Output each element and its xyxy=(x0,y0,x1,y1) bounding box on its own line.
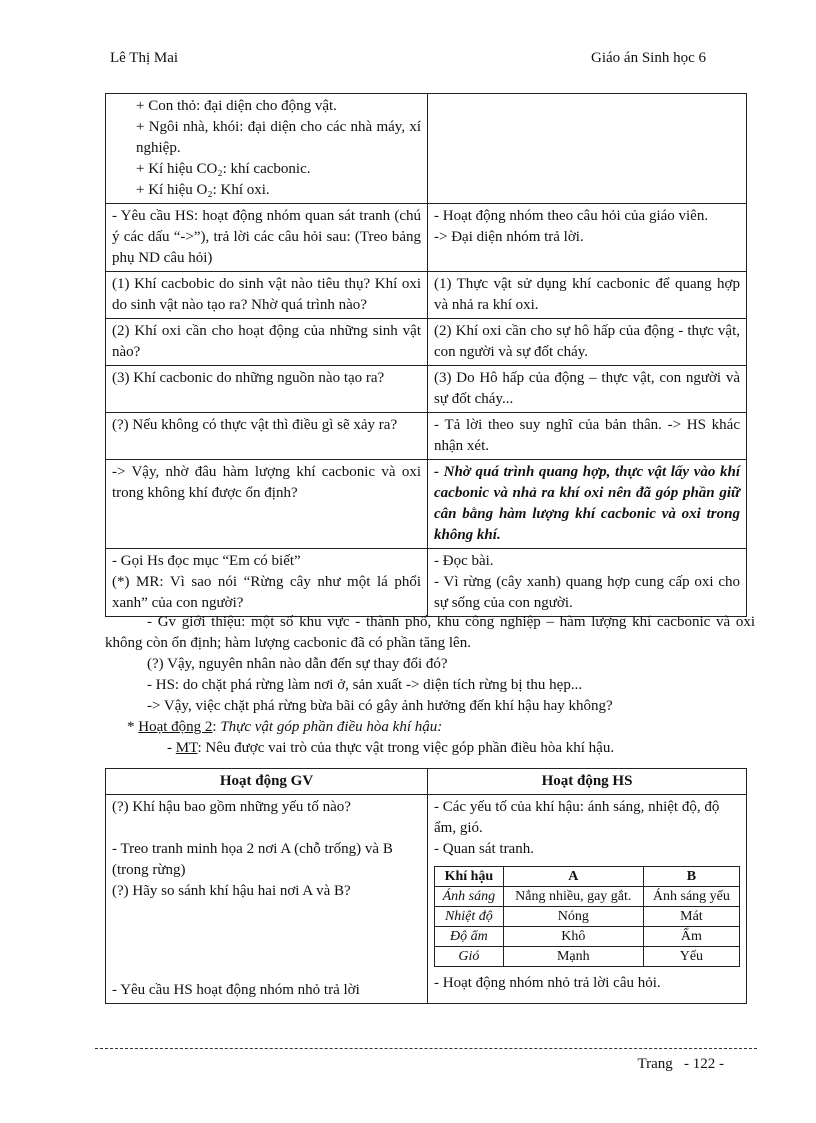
table1-row xyxy=(106,366,747,413)
climate-cell: Mạnh xyxy=(503,947,643,967)
gv-cell xyxy=(106,204,428,272)
table1-row xyxy=(106,549,747,617)
gv-line: -> Vậy, nhờ đâu hàm lượng khí cacbonic và oxi trong không khí được ổn định? xyxy=(112,464,421,501)
question-climate: -> Vậy, việc chặt phá rừng bừa bãi có gây ảnh hưởng đến khí hậu hay không? xyxy=(147,698,613,714)
objective-label: MT xyxy=(175,740,198,756)
gv-line: + Con thỏ: đại diện cho động vật. xyxy=(136,98,337,114)
hs-line: -> Đại diện nhóm trả lời. xyxy=(434,229,584,245)
hs-line: - Đọc bài. xyxy=(434,553,494,569)
gv-line: (*) MR: Vì sao nói “Rừng cây như một lá phổi xanh” của con người? xyxy=(112,574,421,611)
climate-cell: Ẩm xyxy=(643,927,739,947)
hs-cell xyxy=(428,460,747,549)
table1-row xyxy=(106,413,747,460)
gv-line: - Treo tranh minh họa 2 nơi A (chỗ trống) và B (trong rừng) xyxy=(112,841,393,878)
gv-cell xyxy=(106,460,428,549)
climate-cell: Yếu xyxy=(643,947,739,967)
hs-line: (1) Thực vật sử dụng khí cacbonic để quang hợp và nhả ra khí oxi. xyxy=(434,276,740,313)
climate-header-row xyxy=(435,867,740,887)
gv-line: (?) Hãy so sánh khí hậu hai nơi A và B? xyxy=(112,883,351,899)
gv-line: + Ngôi nhà, khói: đại diện cho các nhà máy, xí nghiệp. xyxy=(136,119,421,156)
hs-cell xyxy=(428,204,747,272)
question-cause: (?) Vậy, nguyên nhân nào dẫn đến sự thay đổi đó? xyxy=(147,656,448,672)
gv-cell xyxy=(106,94,428,204)
hs-line: (2) Khí oxi cần cho sự hô hấp của động - thực vật, con người và sự đốt cháy. xyxy=(434,323,740,360)
hs-line: - Hoạt động nhóm theo câu hỏi của giáo viên. xyxy=(434,208,709,224)
hs-line: (3) Do Hô hấp của động – thực vật, con người và sự đốt cháy... xyxy=(434,370,740,407)
gv-cell xyxy=(106,413,428,460)
gv-line: (1) Khí cacbobic do sinh vật nào tiêu thụ? Khí oxi do sinh vật nào tạo ra? Nhờ quá trình nào? xyxy=(112,276,421,313)
hs-cell xyxy=(428,795,747,1004)
climate-header-cell: Khí hậu xyxy=(435,867,504,887)
activity-colon: : xyxy=(212,719,221,735)
gv-cell xyxy=(106,366,428,413)
hs-cell xyxy=(428,94,747,204)
spacer xyxy=(112,902,421,980)
table1-row xyxy=(106,94,747,204)
gv-line: - Gọi Hs đọc mục “Em có biết” xyxy=(112,553,301,569)
footer-label: Trang xyxy=(637,1056,673,1072)
gv-line: + Kí hiệu CO₂: khí cacbonic. xyxy=(136,161,311,177)
gv-line: - Yêu cầu HS: hoạt động nhóm quan sát tranh (chú ý các dấu “->”), trả lời các câu hỏi sau: (Treo bảng phụ ND câu hỏi) xyxy=(112,208,421,266)
climate-header-cell: B xyxy=(643,867,739,887)
header-gv: Hoạt động GV xyxy=(106,769,428,795)
header-author: Lê Thị Mai xyxy=(110,50,179,66)
gv-line: - Yêu cầu HS hoạt động nhóm nhỏ trả lời xyxy=(112,982,360,998)
climate-row xyxy=(435,947,740,967)
climate-row xyxy=(435,887,740,907)
objective-text: : Nêu được vai trò của thực vật trong việc góp phần điều hòa khí hậu. xyxy=(197,740,615,756)
objective-line xyxy=(105,738,755,759)
climate-row xyxy=(435,907,740,927)
climate-cell: Ánh sáng yếu xyxy=(643,887,739,907)
hs-cell xyxy=(428,366,747,413)
table1-row xyxy=(106,272,747,319)
table2-header-row xyxy=(106,769,747,795)
gv-line: (?) Khí hậu bao gồm những yếu tố nào? xyxy=(112,799,351,815)
climate-table xyxy=(434,866,740,967)
climate-cell: Độ ẩm xyxy=(435,927,504,947)
gv-line: (2) Khí oxi cần cho hoạt động của những sinh vật nào? xyxy=(112,323,421,360)
climate-cell: Nắng nhiều, gay gắt. xyxy=(503,887,643,907)
activity-table-2 xyxy=(105,768,747,1004)
page-footer xyxy=(637,1056,724,1073)
table2-row xyxy=(106,795,747,1004)
climate-cell: Nhiệt độ xyxy=(435,907,504,927)
hs-line: - Các yếu tố của khí hậu: ánh sáng, nhiệt độ, độ ẩm, gió. xyxy=(434,799,720,836)
hs-line: - Vì rừng (cây xanh) quang hợp cung cấp oxi cho sự sống của con người. xyxy=(434,574,740,611)
hs-cell xyxy=(428,319,747,366)
table1-row xyxy=(106,319,747,366)
hs-cell xyxy=(428,272,747,319)
gv-cell xyxy=(106,795,428,1004)
activity-title: Thực vật góp phần điều hòa khí hậu: xyxy=(220,719,443,735)
gv-cell xyxy=(106,319,428,366)
activity-bullet: * xyxy=(127,719,139,735)
climate-cell: Mát xyxy=(643,907,739,927)
table1-row xyxy=(106,204,747,272)
climate-row xyxy=(435,927,740,947)
student-answer: - HS: do chặt phá rừng làm nơi ở, sản xuất -> diện tích rừng bị thu hẹp... xyxy=(147,677,583,693)
hs-line: - Hoạt động nhóm nhỏ trả lời câu hỏi. xyxy=(434,975,661,991)
hs-conclusion: - Nhờ quá trình quang hợp, thực vật lấy vào khí cacbonic và nhả ra khí oxi nên đã góp phần giữ cân bằng hàm lượng khí cacbonic và oxi trong không khí. xyxy=(434,464,740,543)
page-number: - 122 - xyxy=(684,1056,724,1072)
table1-row xyxy=(106,460,747,549)
middle-section xyxy=(105,612,755,759)
climate-cell: Gió xyxy=(435,947,504,967)
climate-header-cell: A xyxy=(503,867,643,887)
hs-line: - Quan sát tranh. xyxy=(434,841,534,857)
gv-line: (?) Nếu không có thực vật thì điều gì sẽ xảy ra? xyxy=(112,417,398,433)
spacer xyxy=(112,818,421,839)
footer-divider xyxy=(95,1048,757,1049)
activity-heading xyxy=(105,717,755,738)
climate-cell: Khô xyxy=(503,927,643,947)
header-title: Giáo án Sinh học 6 xyxy=(591,50,706,66)
climate-cell: Ánh sáng xyxy=(435,887,504,907)
gv-cell xyxy=(106,272,428,319)
gv-line: + Kí hiệu O₂: Khí oxi. xyxy=(136,182,270,198)
hs-cell xyxy=(428,549,747,617)
climate-cell: Nóng xyxy=(503,907,643,927)
header-hs: Hoạt động HS xyxy=(428,769,747,795)
activity-label: Hoạt động 2 xyxy=(138,719,213,735)
objective-dash: - xyxy=(167,740,176,756)
activity-table-1 xyxy=(105,93,747,617)
gv-line: (3) Khí cacbonic do những nguồn nào tạo ra? xyxy=(112,370,385,386)
hs-line: - Tả lời theo suy nghĩ của bản thân. -> HS khác nhận xét. xyxy=(434,417,740,454)
gv-cell xyxy=(106,549,428,617)
teacher-intro: - Gv giới thiệu: một số khu vực - thành phố, khu công nghiệp – hàm lượng khí cacbonic và oxi không còn ổn định; hàm lượng cacbonic đã có phần tăng lên. xyxy=(105,614,755,651)
hs-cell xyxy=(428,413,747,460)
